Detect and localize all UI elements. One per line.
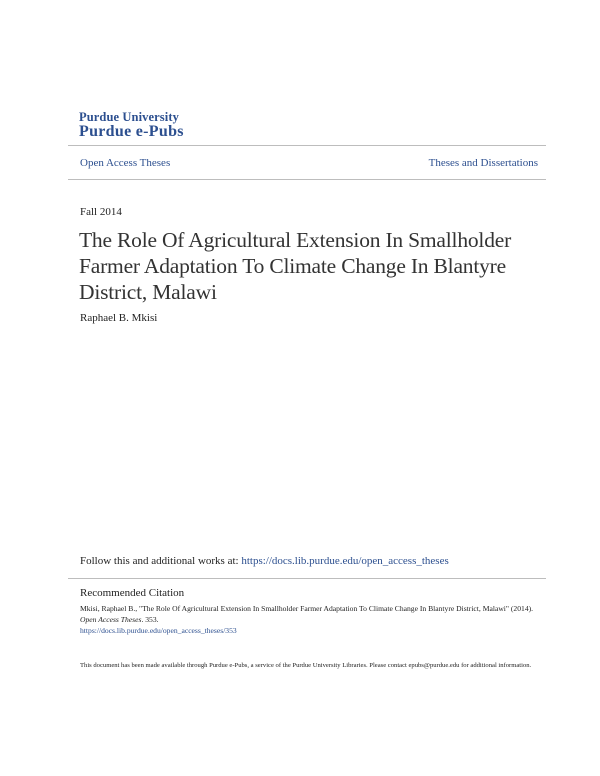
open-access-theses-link[interactable]: Open Access Theses (80, 157, 171, 169)
citation-divider (68, 578, 546, 579)
citation-body (80, 603, 550, 636)
follow-text: Follow this and additional works at: (80, 555, 242, 567)
repository-name[interactable]: Purdue e-Pubs (79, 123, 184, 140)
publication-date: Fall 2014 (80, 206, 122, 218)
collection-url-link[interactable]: https://docs.lib.purdue.edu/open_access_theses (241, 555, 449, 567)
citation-heading: Recommended Citation (80, 587, 185, 599)
theses-dissertations-link[interactable]: Theses and Dissertations (428, 157, 538, 169)
follow-line (80, 555, 449, 567)
nav-divider (68, 179, 546, 180)
footer-notice: This document has been made available through Purdue e-Pubs, a service of the Purdue University Libraries. Please contact epubs@purdue.edu for additional information. (80, 662, 532, 669)
top-divider (68, 145, 546, 146)
author-name: Raphael B. Mkisi (80, 312, 158, 324)
citation-journal: Open Access Theses (80, 615, 142, 624)
citation-number: . 353. (141, 615, 159, 624)
citation-text: Mkisi, Raphael B., "The Role Of Agricultural Extension In Smallholder Farmer Adaptation To Climate Change In Blantyre District, Malawi" (2014). (80, 604, 534, 613)
paper-title: The Role Of Agricultural Extension In Smallholder Farmer Adaptation To Climate Change In Blantyre District, Malawi (79, 228, 512, 304)
institution-name: Purdue University (79, 110, 179, 124)
citation-url-link[interactable]: https://docs.lib.purdue.edu/open_access_theses/353 (80, 626, 237, 635)
